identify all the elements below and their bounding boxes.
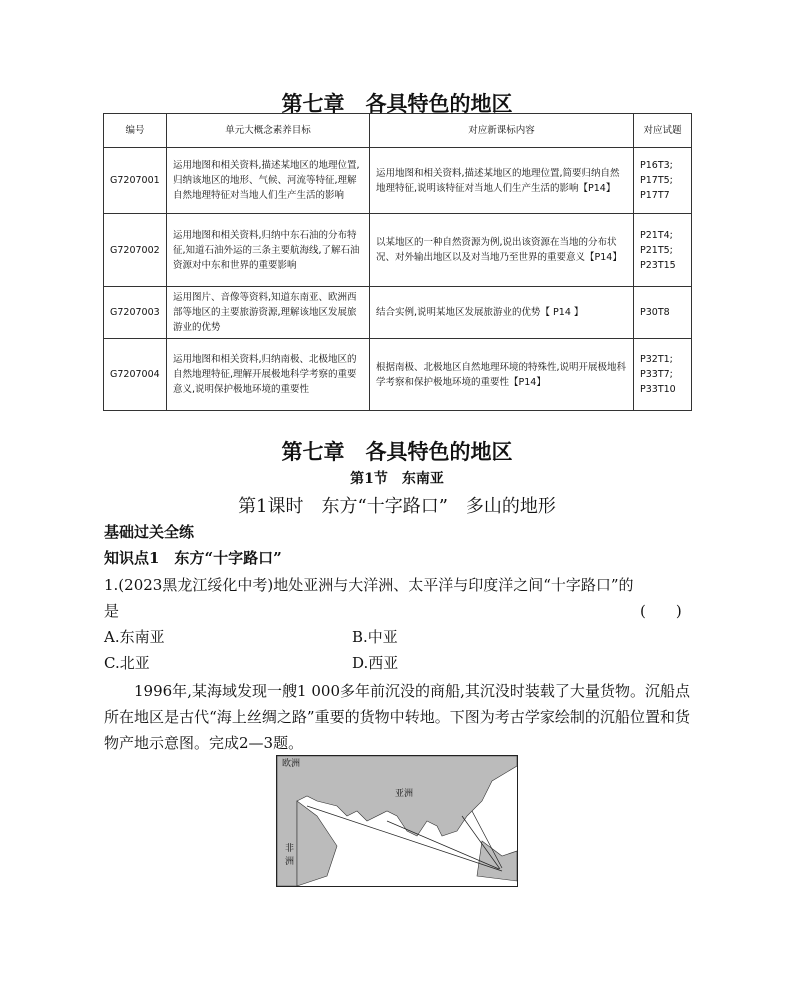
item: P23T15 bbox=[640, 259, 676, 271]
goal-cell: 运用地图和相关资料,归纳南极、北极地区的自然地理特征,理解开展极地科学考察的重要意义,说明保护极地环境的重要性 bbox=[167, 339, 370, 411]
question-stem: 1.(2023黑龙江绥化中考)地处亚洲与大洋洲、太平洋与印度洋之间“十字路口”的 bbox=[104, 576, 634, 594]
chapter-title: 第七章 各具特色的地区 bbox=[281, 91, 513, 116]
standard-cell: 结合实例,说明某地区发展旅游业的优势【 P14 】 bbox=[370, 287, 634, 339]
standard-cell: 运用地图和相关资料,描述某地区的地理位置,简要归纳自然地理特征,说明该特征对当地人们生产生活的影响【P14】 bbox=[370, 148, 634, 214]
option-a[interactable]: A.东南亚 bbox=[104, 628, 165, 646]
header-cell: 对应试题 bbox=[634, 114, 692, 148]
chapter-title-2: 第七章 各具特色的地区 bbox=[281, 439, 513, 464]
section-title: 第1节 东南亚 bbox=[350, 471, 444, 487]
standard-cell: 以某地区的一种自然资源为例,说出该资源在当地的分布状况、对外输出地区以及对当地乃至世界的重要意义【P14】 bbox=[370, 214, 634, 287]
item: P33T7; bbox=[640, 369, 673, 380]
table-row bbox=[104, 287, 692, 339]
table-row bbox=[104, 148, 692, 214]
map-label-europe: 欧洲 bbox=[282, 759, 301, 769]
header-cell: 对应新课标内容 bbox=[370, 114, 634, 148]
id-cell: G7207001 bbox=[104, 148, 167, 214]
answer-blank[interactable]: ( ) bbox=[640, 602, 682, 620]
table-row bbox=[104, 214, 692, 287]
knowledge-point: 知识点1 东方“十字路口” bbox=[104, 549, 282, 567]
practice-heading: 基础过关全练 bbox=[104, 523, 195, 541]
item: P33T10 bbox=[640, 384, 676, 395]
items-cell bbox=[634, 148, 692, 214]
option-c[interactable]: C.北亚 bbox=[104, 654, 150, 672]
goal-cell: 运用地图和相关资料,描述某地区的地理位置,归纳该地区的地形、气候、河流等特征,理解自然地理特征对当地人们生产生活的影响 bbox=[167, 148, 370, 214]
option-b[interactable]: B.中亚 bbox=[352, 628, 398, 646]
option-d[interactable]: D.西亚 bbox=[352, 654, 399, 672]
shipwreck-map bbox=[276, 755, 518, 887]
items-cell bbox=[634, 339, 692, 411]
item: P17T7 bbox=[640, 190, 670, 201]
item: P17T5; bbox=[640, 175, 673, 186]
item: P21T5; bbox=[640, 244, 673, 256]
map-graphic bbox=[277, 756, 517, 886]
id-cell: G7207004 bbox=[104, 339, 167, 411]
goal-cell: 运用地图和相关资料,归纳中东石油的分布特征,知道石油外运的三条主要航海线,了解石油资源对中东和世界的重要影响 bbox=[167, 214, 370, 287]
id-cell: G7207003 bbox=[104, 287, 167, 339]
table-row bbox=[104, 339, 692, 411]
passage: 1996年,某海域发现一艘1 000多年前沉没的商船,其沉没时装载了大量货物。沉船点所在地区是古代“海上丝绸之路”重要的货物中转地。下图为考古学家绘制的沉船位置和货物产地示意图。完成2—3题。 bbox=[104, 682, 690, 752]
items-cell bbox=[634, 287, 692, 339]
item: P16T3; bbox=[640, 160, 673, 171]
question-stem-cont: 是 bbox=[104, 602, 120, 620]
item: P30T8 bbox=[640, 307, 670, 318]
items-cell bbox=[634, 214, 692, 287]
item: P21T4; bbox=[640, 229, 673, 241]
header-cell: 单元大概念素养目标 bbox=[167, 114, 370, 148]
id-cell: G7207002 bbox=[104, 214, 167, 287]
item: P32T1; bbox=[640, 354, 673, 365]
table-header-row bbox=[104, 114, 692, 148]
map-label-asia: 亚洲 bbox=[395, 789, 414, 799]
lesson-title: 第1课时 东方“十字路口” 多山的地形 bbox=[238, 496, 556, 517]
goal-cell: 运用图片、音像等资料,知道东南亚、欧洲西部等地区的主要旅游资源,理解该地区发展旅游业的优势 bbox=[167, 287, 370, 339]
curriculum-table bbox=[103, 113, 692, 411]
standard-cell: 根据南极、北极地区自然地理环境的特殊性,说明开展极地科学考察和保护极地环境的重要性【P14】 bbox=[370, 339, 634, 411]
header-cell: 编号 bbox=[104, 114, 167, 148]
map-label-africa: 非洲 bbox=[285, 844, 295, 867]
